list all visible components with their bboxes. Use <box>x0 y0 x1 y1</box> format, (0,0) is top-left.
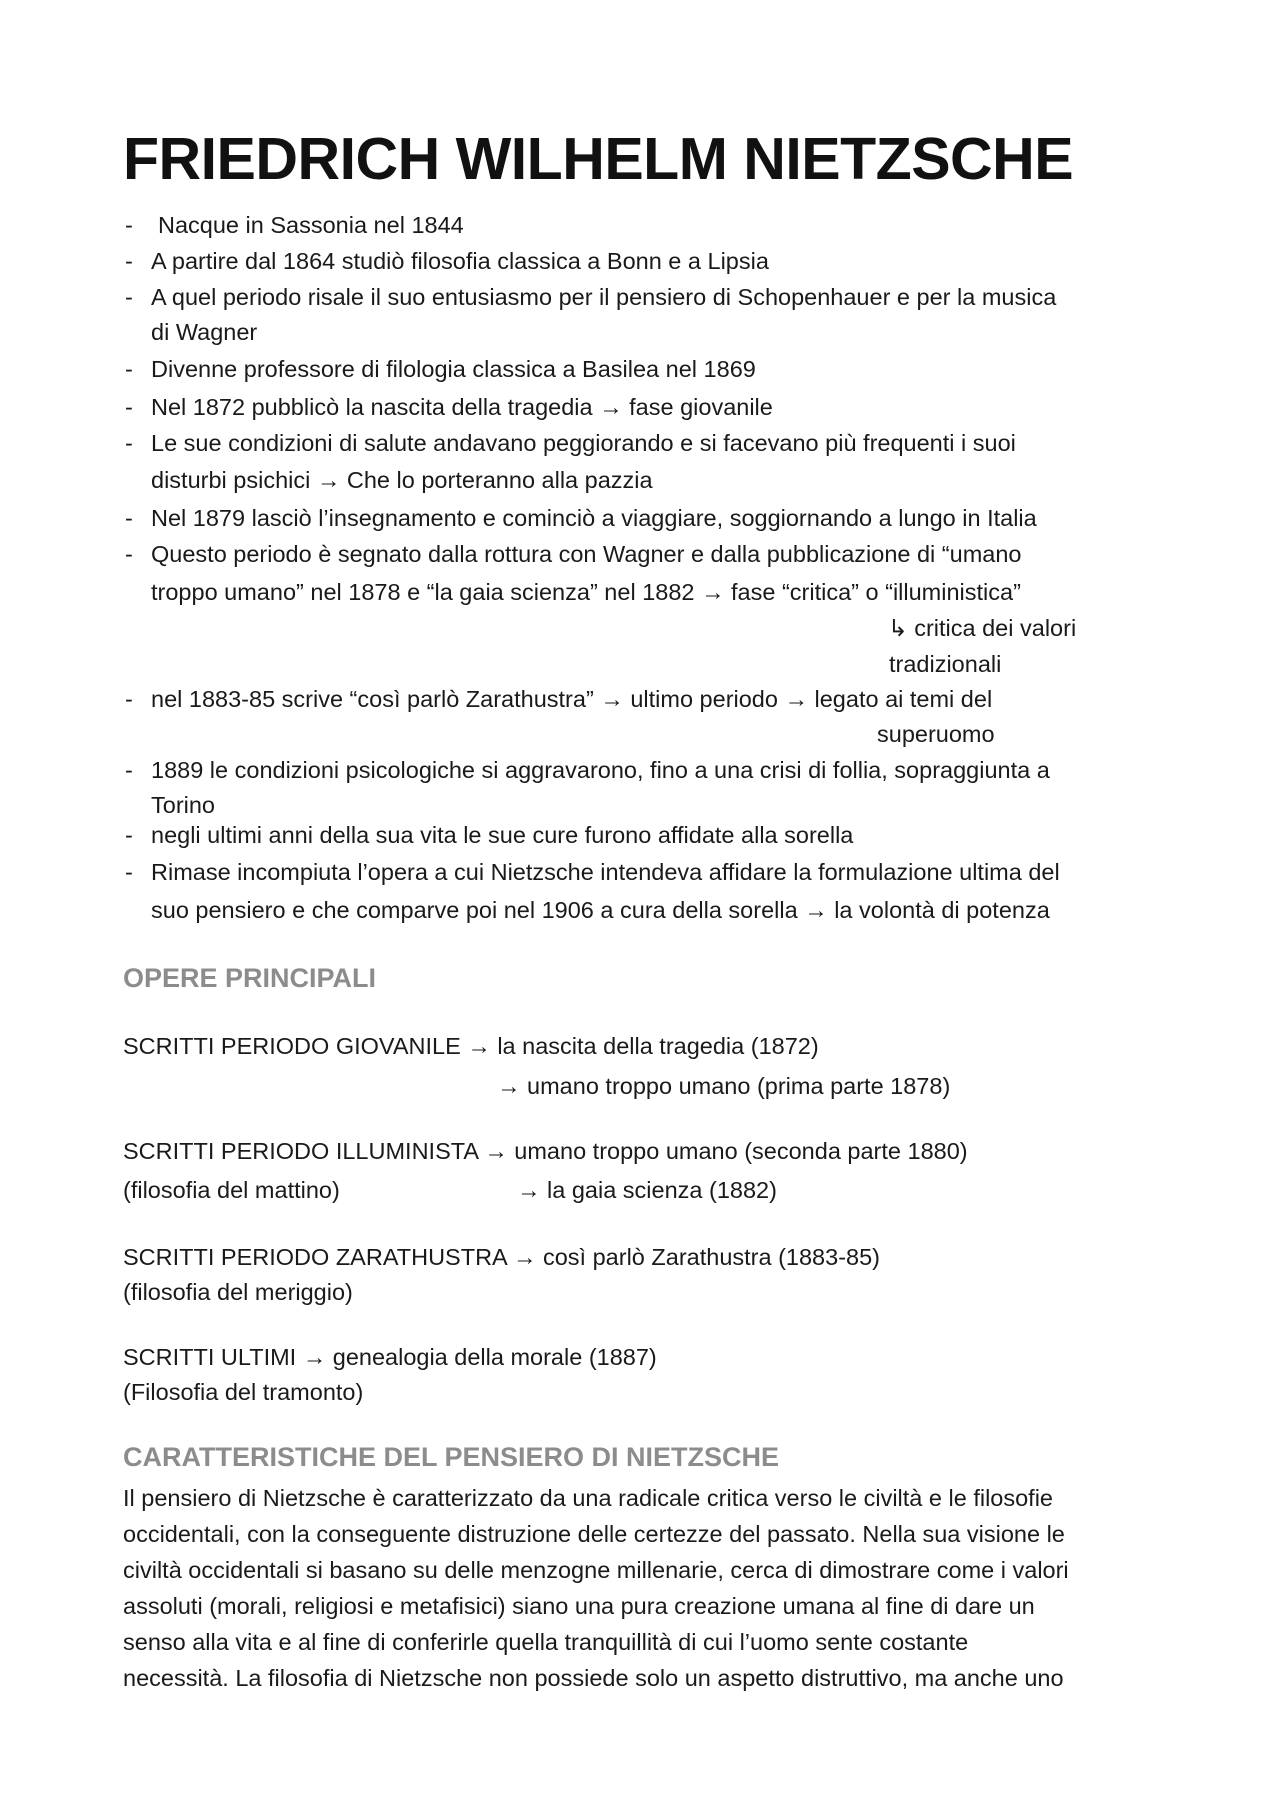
bio-item-12-line-2: suo pensiero e che comparve poi nel 1906 a cura della sorella → la volontà di potenza <box>151 897 1050 923</box>
bullet-dash: - <box>125 505 133 531</box>
bio-item-6-line-2: disturbi psichici → Che lo porteranno alla pazzia <box>151 467 653 493</box>
bio-item-8-line-2: troppo umano” nel 1878 e “la gaia scienza” nel 1882 → fase “critica” o “illuministica” <box>151 579 1021 605</box>
bio-item-8-note-2: tradizionali <box>889 651 1002 677</box>
bullet-dash: - <box>125 822 133 848</box>
bio-item-3-line-1: A quel periodo risale il suo entusiasmo per il pensiero di Schopenhauer e per la musica <box>151 284 1057 310</box>
bio-item-4-line-1: Divenne professore di filologia classica a Basilea nel 1869 <box>151 356 756 382</box>
bullet-dash: - <box>125 541 133 567</box>
bio-item-8-note-1: ↳ critica dei valori <box>888 615 1077 641</box>
bullet-dash: - <box>125 212 133 238</box>
bio-item-10-line-1: 1889 le condizioni psicologiche si aggravarono, fino a una crisi di follia, sopraggiunta a <box>151 757 1050 783</box>
works-heading: OPERE PRINCIPALI <box>123 963 377 993</box>
bullet-dash: - <box>125 248 133 274</box>
bullet-dash: - <box>125 686 133 712</box>
bio-item-7-line-1: Nel 1879 lasciò l’insegnamento e cominciò a viaggiare, soggiornando a lungo in Italia <box>151 505 1037 531</box>
works-group-3-line-1: SCRITTI PERIODO ZARATHUSTRA → così parlò Zarathustra (1883-85) <box>123 1244 880 1270</box>
works-group-4-line-1: SCRITTI ULTIMI → genealogia della morale (1887) <box>123 1344 657 1370</box>
works-group-3-line-2: (filosofia del meriggio) <box>123 1279 353 1305</box>
bullet-dash: - <box>125 757 133 783</box>
bullet-dash: - <box>125 284 133 310</box>
thought-line-4: assoluti (morali, religiosi e metafisici) siano una pura creazione umana al fine di dare un <box>123 1593 1035 1619</box>
works-group-4-line-2: (Filosofia del tramonto) <box>123 1379 364 1405</box>
bio-item-8-line-1: Questo periodo è segnato dalla rottura con Wagner e dalla pubblicazione di “umano <box>151 541 1022 567</box>
bio-item-10-line-2: Torino <box>151 792 216 818</box>
bio-item-5-line-1: Nel 1872 pubblicò la nascita della tragedia → fase giovanile <box>151 394 773 420</box>
thought-paragraph <box>123 1480 1183 1696</box>
works-group-2-line-3: → la gaia scienza (1882) <box>517 1177 777 1203</box>
bullet-dash: - <box>125 356 133 382</box>
thought-line-5: senso alla vita e al fine di conferirle quella tranquillità di cui l’uomo sente costante <box>123 1629 969 1655</box>
bio-item-11-line-1: negli ultimi anni della sua vita le sue cure furono affidate alla sorella <box>151 822 854 848</box>
bullet-dash: - <box>125 394 133 420</box>
thought-line-6: necessità. La filosofia di Nietzsche non possiede solo un aspetto distruttivo, ma anche uno <box>123 1665 1064 1691</box>
bio-item-1-line-1: Nacque in Sassonia nel 1844 <box>158 212 464 238</box>
works-group-1-line-1: SCRITTI PERIODO GIOVANILE → la nascita della tragedia (1872) <box>123 1033 819 1059</box>
bio-item-6-line-1: Le sue condizioni di salute andavano peggiorando e si facevano più frequenti i suoi <box>151 430 1016 456</box>
bio-item-9-line-1: nel 1883-85 scrive “così parlò Zarathustra” → ultimo periodo → legato ai temi del <box>151 686 993 712</box>
page-title: FRIEDRICH WILHELM NIETZSCHE <box>123 126 1074 192</box>
bio-item-9-note-1: superuomo <box>877 721 995 747</box>
bullet-dash: - <box>125 859 133 885</box>
bio-item-3-line-2: di Wagner <box>151 319 258 345</box>
works-group-2-line-2: (filosofia del mattino) <box>123 1177 340 1203</box>
thought-line-2: occidentali, con la conseguente distruzione delle certezze del passato. Nella sua visione le <box>123 1521 1065 1547</box>
works-group-1-line-2: → umano troppo umano (prima parte 1878) <box>497 1073 951 1099</box>
bio-item-2-line-1: A partire dal 1864 studiò filosofia classica a Bonn e a Lipsia <box>151 248 769 274</box>
thought-heading: CARATTERISTICHE DEL PENSIERO DI NIETZSCHE <box>123 1442 780 1472</box>
works-group-2-line-1: SCRITTI PERIODO ILLUMINISTA → umano troppo umano (seconda parte 1880) <box>123 1138 968 1164</box>
bio-item-12-line-1: Rimase incompiuta l’opera a cui Nietzsche intendeva affidare la formulazione ultima del <box>151 859 1060 885</box>
thought-line-3: civiltà occidentali si basano su delle menzogne millenarie, cerca di dimostrare come i valori <box>123 1557 1069 1583</box>
thought-line-1: Il pensiero di Nietzsche è caratterizzato da una radicale critica verso le civiltà e le filosofie <box>123 1485 1053 1511</box>
bullet-dash: - <box>125 430 133 456</box>
